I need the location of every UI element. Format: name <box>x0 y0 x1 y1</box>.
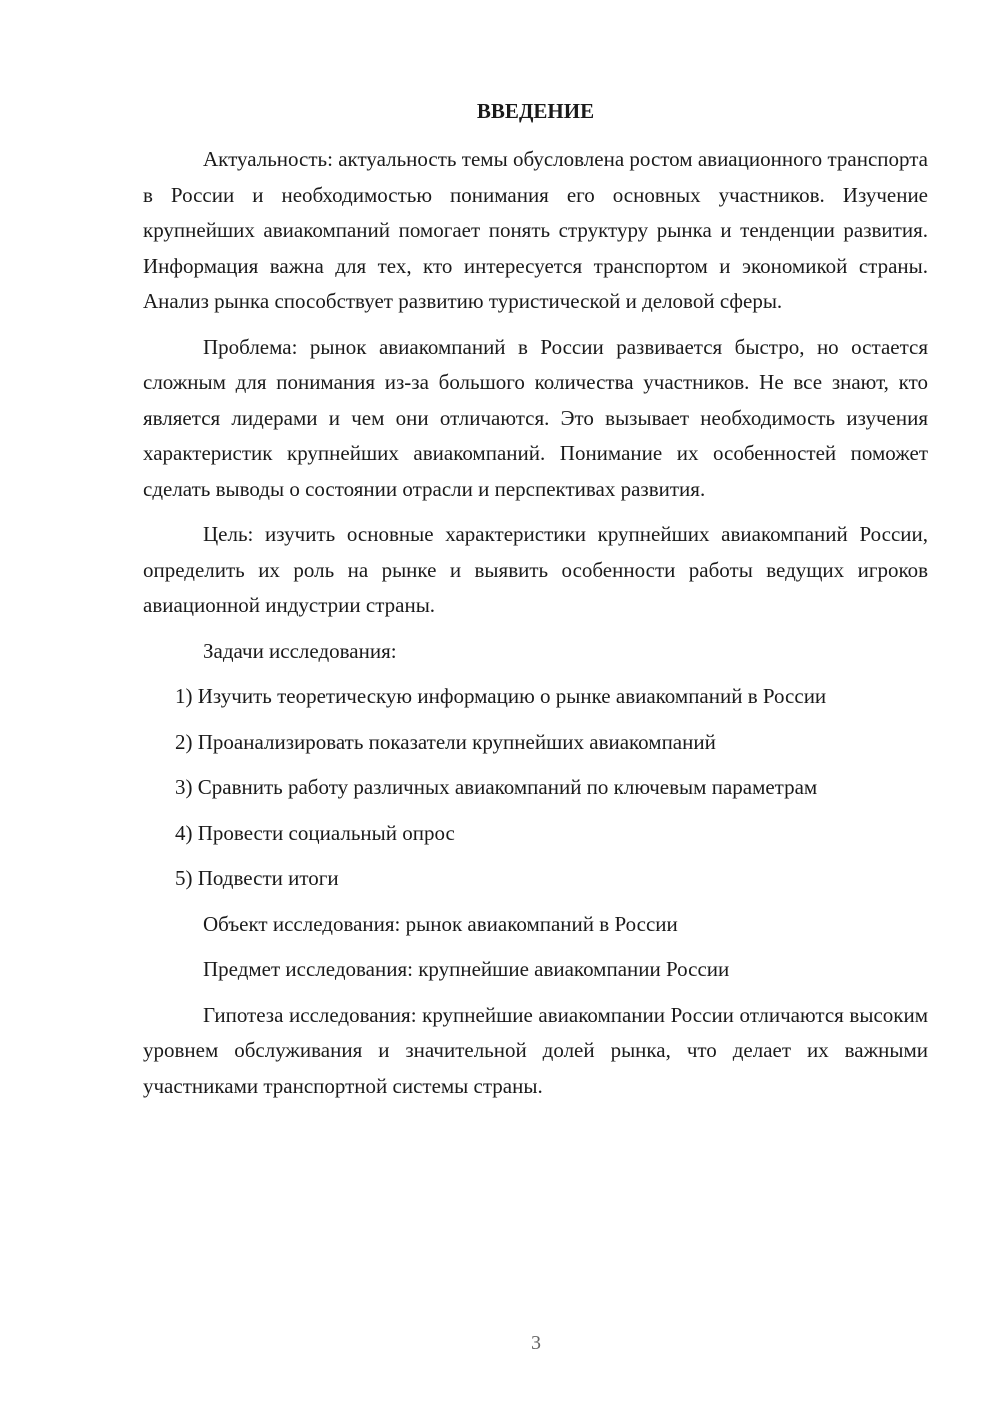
task-item: 3) Сравнить работу различных авиакомпаний по ключевым параметрам <box>175 775 818 799</box>
hypothesis-paragraph: Гипотеза исследования: крупнейшие авиакомпании России отличаются высоким уровнем обслуживания и значительной долей рынка, что делает их важными участниками транспортной системы страны. <box>143 1002 928 1098</box>
object-paragraph: Объект исследования: рынок авиакомпаний в России <box>203 911 678 936</box>
task-item: 5) Подвести итоги <box>175 866 339 890</box>
task-item: 4) Провести социальный опрос <box>175 820 455 845</box>
goal-paragraph: Цель: изучить основные характеристики крупнейших авиакомпаний России, определить их роль на рынке и выявить особенности работы ведущих игроков авиационной индустрии страны. <box>143 522 928 617</box>
page-number: 3 <box>531 1332 541 1354</box>
relevance-paragraph: Актуальность: актуальность темы обусловлена ростом авиационного транспорта в России и необходимостью понимания его основных участников. Изучение крупнейших авиакомпаний помогает понять структуру рынка и тенденции развития. Информация важна для тех, кто интересуется транспортом и экономикой страны. Анализ рынка способствует развитию туристической и деловой сферы. <box>143 147 928 313</box>
page-title: ВВЕДЕНИЕ <box>476 99 595 123</box>
task-item: 1) Изучить теоретическую информацию о рынке авиакомпаний в России <box>175 684 827 708</box>
subject-paragraph: Предмет исследования: крупнейшие авиакомпании России <box>203 957 730 981</box>
tasks-heading: Задачи исследования: <box>203 638 397 663</box>
document-page <box>143 94 928 1114</box>
problem-paragraph: Проблема: рынок авиакомпаний в России развивается быстро, но остается сложным для понимания из-за большого количества участников. Не все знают, кто является лидерами и чем они отличаются. Это вызывает необходимость изучения характеристик крупнейших авиакомпаний. Понимание их особенностей поможет сделать выводы о состоянии отрасли и перспективах развития. <box>143 334 928 501</box>
task-item: 2) Проанализировать показатели крупнейших авиакомпаний <box>175 729 716 754</box>
